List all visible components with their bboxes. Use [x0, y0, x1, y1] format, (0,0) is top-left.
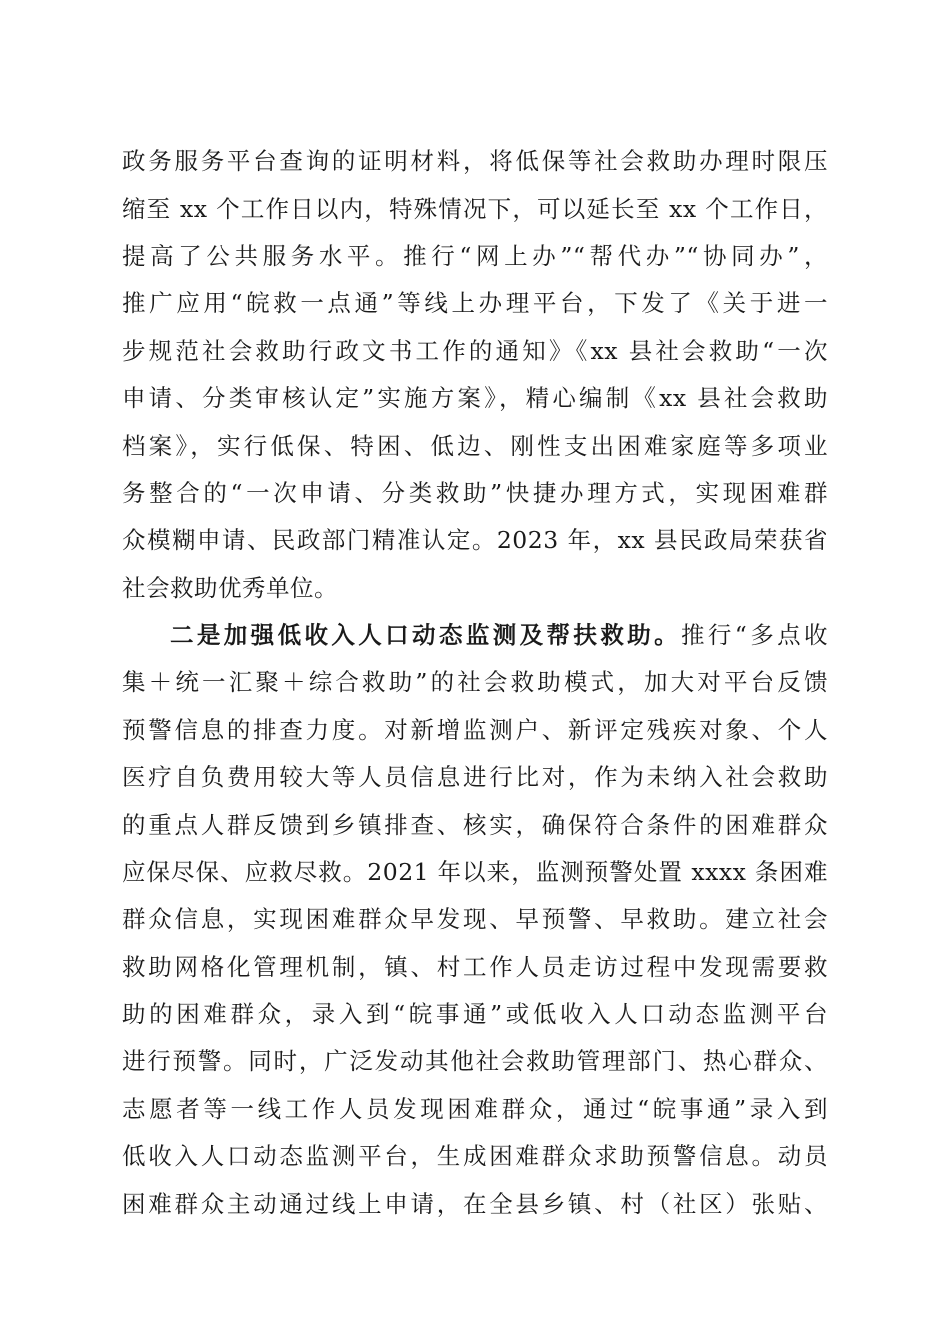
- text-line: 医疗自负费用较大等人员信息进行比对，作为未纳入社会救助: [122, 763, 828, 791]
- paragraph-heading: 二是加强低收入人口动态监测及帮扶救助。: [170, 621, 682, 649]
- heading-continuation: 推行“多点收: [681, 621, 829, 649]
- text-line: 提高了公共服务水平。推行“网上办”“帮代办”“协同办”，: [122, 242, 828, 270]
- text-line: 集＋统一汇聚＋综合救助”的社会救助模式，加大对平台反馈: [122, 668, 828, 696]
- text-line: 志愿者等一线工作人员发现困难群众，通过“皖事通”录入到: [122, 1095, 828, 1123]
- text-line: 低收入人口动态监测平台，生成困难群众求助预警信息。动员: [122, 1142, 828, 1170]
- text-line: 申请、分类审核认定”实施方案》，精心编制《xx 县社会救助: [122, 384, 828, 412]
- text-line: 推广应用“皖救一点通”等线上办理平台，下发了《关于进一: [122, 289, 828, 317]
- text-line: 务整合的“一次申请、分类救助”快捷办理方式，实现困难群: [122, 479, 828, 507]
- text-line: 社会救助优秀单位。: [122, 574, 338, 602]
- text-line: 步规范社会救助行政文书工作的通知》《xx 县社会救助“一次: [122, 337, 828, 365]
- text-line: 档案》，实行低保、特困、低边、刚性支出困难家庭等多项业: [122, 432, 828, 460]
- text-line: 进行预警。同时，广泛发动其他社会救助管理部门、热心群众、: [122, 1047, 828, 1075]
- text-line: 的重点人群反馈到乡镇排查、核实，确保符合条件的困难群众: [122, 811, 828, 839]
- text-line: 众模糊申请、民政部门精准认定。2023 年，xx 县民政局荣获省: [122, 526, 828, 554]
- text-line: 应保尽保、应救尽救。2021 年以来，监测预警处置 xxxx 条困难: [122, 858, 828, 886]
- text-line: 群众信息，实现困难群众早发现、早预警、早救助。建立社会: [122, 905, 828, 933]
- text-line: 救助网格化管理机制，镇、村工作人员走访过程中发现需要救: [122, 953, 828, 981]
- text-line: 预警信息的排查力度。对新增监测户、新评定残疾对象、个人: [122, 716, 828, 744]
- text-line: 困难群众主动通过线上申请，在全县乡镇、村（社区）张贴、: [122, 1190, 828, 1218]
- text-line: 缩至 xx 个工作日以内，特殊情况下，可以延长至 xx 个工作日，: [122, 195, 828, 223]
- paragraph-first-line: [170, 613, 828, 657]
- text-line: 助的困难群众，录入到“皖事通”或低收入人口动态监测平台: [122, 1000, 828, 1028]
- text-line: 政务服务平台查询的证明材料，将低保等社会救助办理时限压: [122, 147, 828, 175]
